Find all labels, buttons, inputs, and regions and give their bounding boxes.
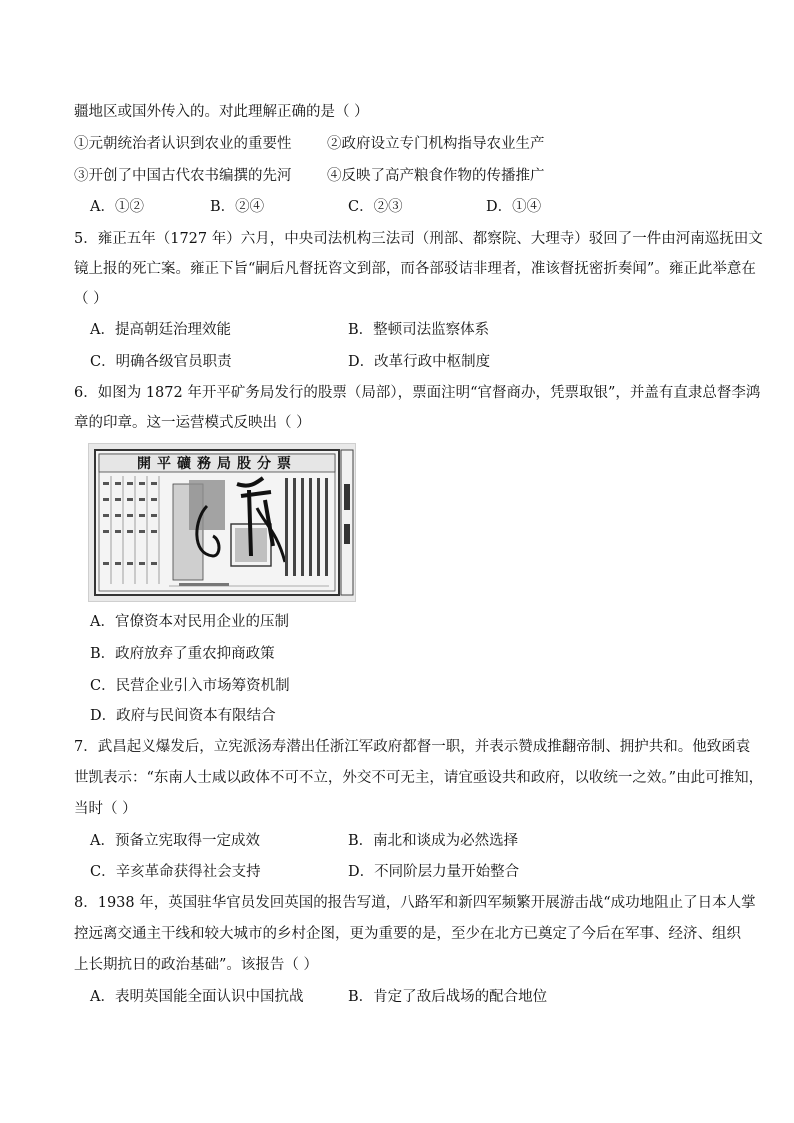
q7-option-a: A．预备立宪取得一定成效 [90,833,260,849]
q6-option-a: A．官僚资本对民用企业的压制 [90,614,289,630]
q6-stem-line-1: 6．如图为 1872 年开平矿务局发行的股票（局部），票面注明“官督商办，凭票取银”，并盖有直隶总督李鸿 [74,385,761,401]
q5-option-a: A．提高朝廷治理效能 [90,322,231,338]
q4-item-2: ②政府设立专门机构指导农业生产 [327,136,545,152]
q4-option-b: B．②④ [210,199,265,215]
q8-stem-line-1: 8．1938 年，英国驻华官员发回英国的报告写道，八路军和新四军频繁开展游击战“成功地阻止了日本人掌 [74,895,756,911]
stock-certificate-image [88,443,356,602]
q4-item-4: ④反映了高产粮食作物的传播推广 [327,168,545,184]
q5-option-c: C．明确各级官员职责 [90,354,232,370]
q6-option-d: D．政府与民间资本有限结合 [90,708,276,724]
q5-option-d: D．改革行政中枢制度 [348,354,491,370]
q7-stem-line-2: 世凯表示：“东南人士咸以政体不可不立，外交不可无主，请宜亟设共和政府，以收统一之效。”由此可推知， [74,770,764,786]
q5-stem-line-2: 镜上报的死亡案。雍正下旨“嗣后凡督抚咨文到部，而各部驳诘非理者，准该督抚密折奏闻”。雍正此举意在 [74,261,756,277]
q6-option-c: C．民营企业引入市场筹资机制 [90,678,290,694]
q7-option-c: C．辛亥革命获得社会支持 [90,864,261,880]
q7-option-b: B．南北和谈成为必然选择 [348,833,519,849]
q7-option-d: D．不同阶层力量开始整合 [348,864,520,880]
q7-stem-line-3: 当时（ ） [74,801,137,817]
q5-stem-line-1: 5．雍正五年（1727 年）六月，中央司法机构三法司（刑部、都察院、大理寺）驳回了一件由河南巡抚田文 [74,231,763,247]
q4-stem-tail: 疆地区或国外传入的。对此理解正确的是（ ） [74,104,369,120]
q4-option-c: C．②③ [348,199,403,215]
q6-stem-line-2: 章的印章。这一运营模式反映出（ ） [74,415,311,431]
q4-option-a: A．①② [90,199,144,215]
q4-option-d: D．①④ [486,199,542,215]
q8-stem-line-3: 上长期抗日的政治基础”。该报告（ ） [74,957,319,973]
stock-certificate-drawing [89,444,355,601]
q5-stem-line-3: （ ） [74,291,108,307]
q4-item-1: ①元朝统治者认识到农业的重要性 [74,136,292,152]
certificate-title: 開平礦務局股分票 [137,456,297,472]
q7-stem-line-1: 7．武昌起义爆发后，立宪派汤寿潜出任浙江军政府都督一职，并表示赞成推翻帝制、拥护共和。他致函袁 [74,739,751,755]
q8-option-b: B．肯定了敌后战场的配合地位 [348,989,548,1005]
q5-option-b: B．整顿司法监察体系 [348,322,490,338]
q6-option-b: B．政府放弃了重农抑商政策 [90,646,275,662]
q8-option-a: A．表明英国能全面认识中国抗战 [90,989,304,1005]
q8-stem-line-2: 控远离交通主干线和较大城市的乡村企图，更为重要的是，至少在北方已奠定了今后在军事、经济、组织 [74,926,741,942]
q4-item-3: ③开创了中国古代农书编撰的先河 [74,168,292,184]
